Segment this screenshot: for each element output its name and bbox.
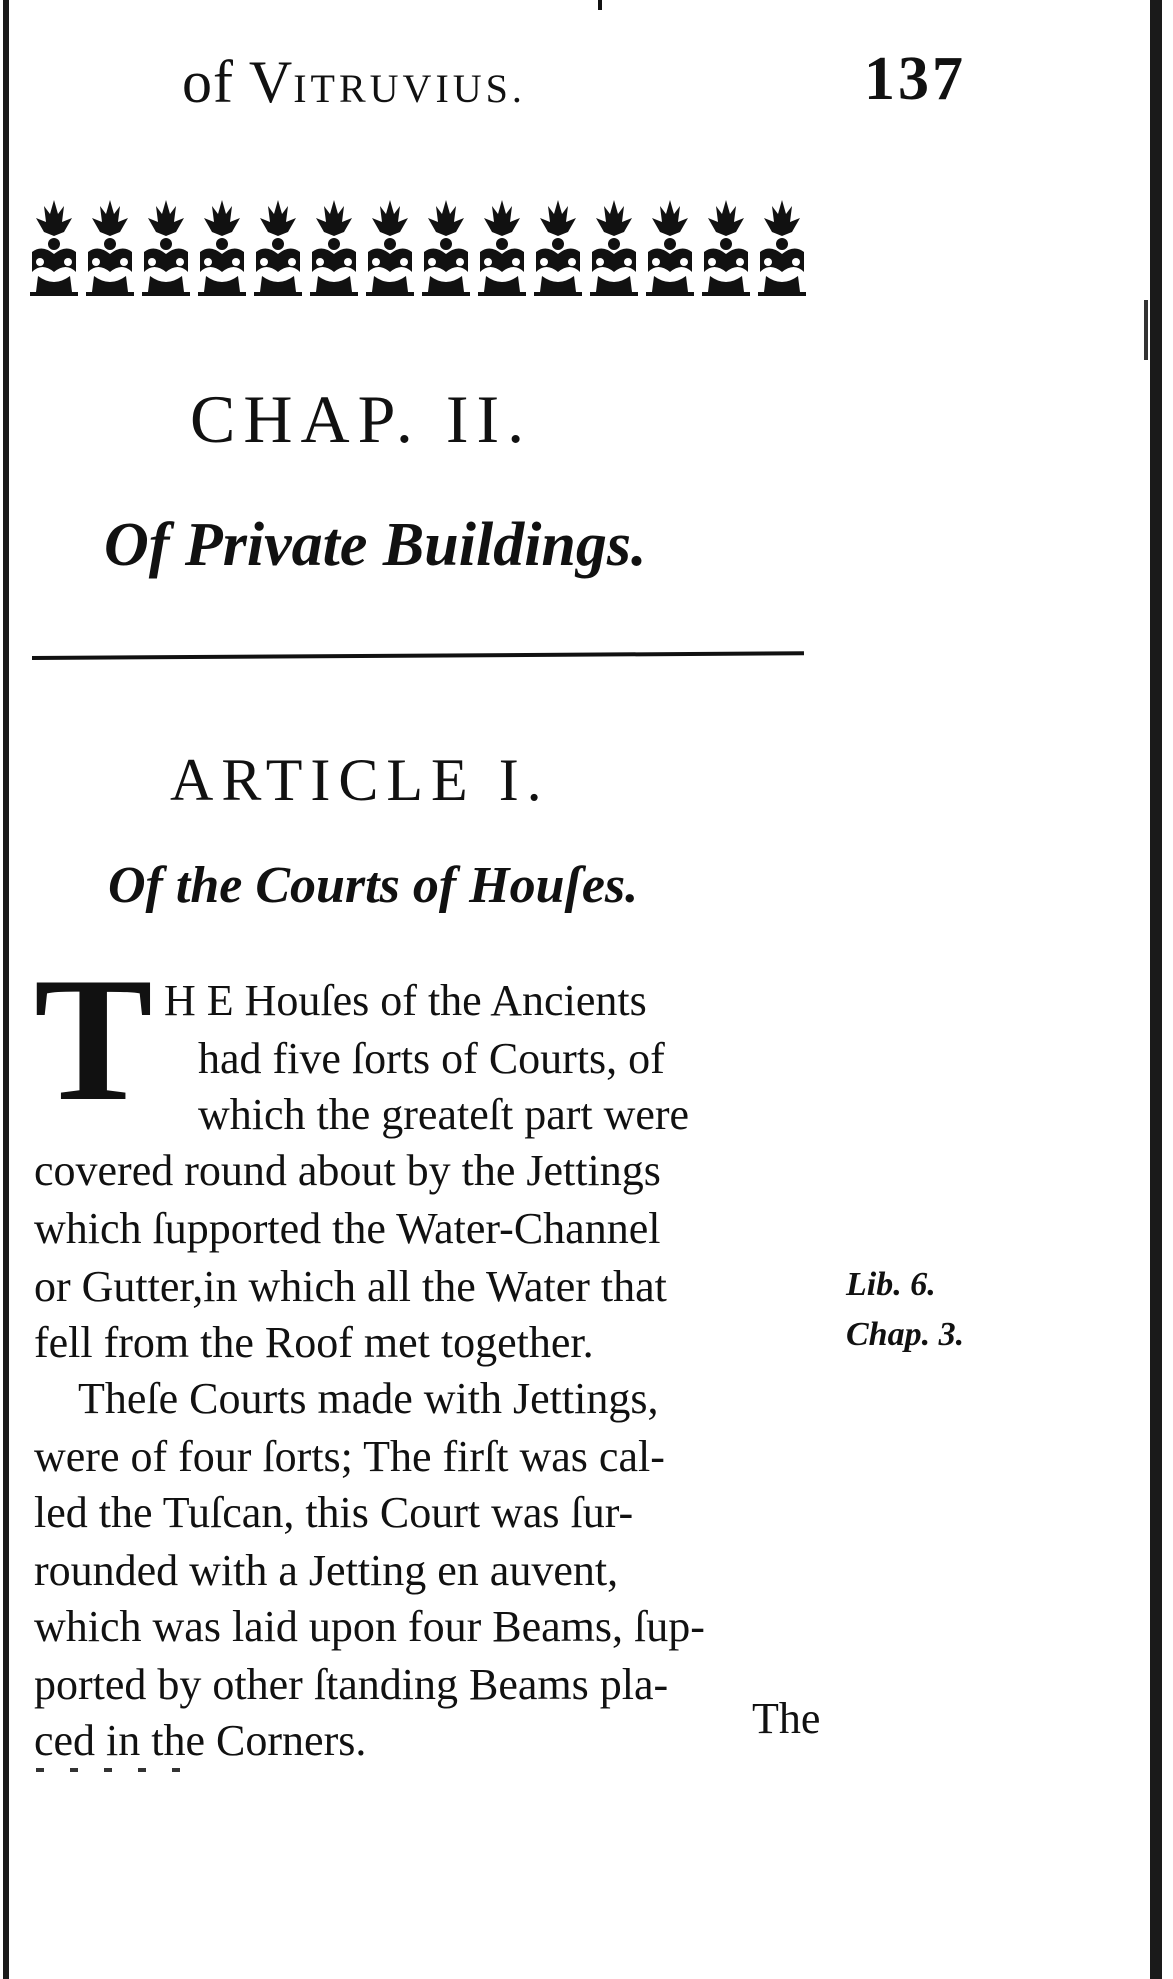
body-line: led the Tuſcan, this Court was ſur-	[34, 1488, 634, 1537]
top-mark	[598, 0, 602, 10]
body-line: which the greateſt part were	[198, 1090, 690, 1139]
body-line: Theſe Courts made with Jettings,	[78, 1374, 659, 1423]
page-edge-right	[1150, 0, 1162, 1979]
body-line: covered round about by the Jettings	[34, 1146, 661, 1195]
running-head-small-caps: ITRUVIUS.	[293, 66, 526, 111]
margin-note-lib: Lib. 6.	[846, 1266, 936, 1303]
ornament-band	[28, 192, 812, 300]
next-line-fragment	[36, 1768, 196, 1772]
catchword: The	[752, 1694, 821, 1743]
body-line: rounded with a Jetting en auvent,	[34, 1546, 619, 1595]
page-edge-left	[3, 0, 9, 1979]
running-head-prefix: of V	[182, 49, 294, 115]
page-number: 137	[864, 45, 966, 113]
page-edge-mark	[1144, 300, 1148, 360]
body-line: which ſupported the Water-Channel	[34, 1204, 661, 1253]
margin-note-chap: Chap. 3.	[846, 1316, 965, 1353]
chapter-title: CHAP. II.	[190, 381, 533, 457]
body-line: were of four ſorts; The firſt was cal-	[34, 1432, 665, 1481]
running-head	[182, 48, 526, 117]
body-line: which was laid upon four Beams, ſup-	[34, 1602, 705, 1651]
body-line: or Gutter,in which all the Water that	[34, 1262, 667, 1311]
drop-cap: T	[34, 940, 153, 1138]
body-line: H E Houſes of the Ancients	[164, 976, 647, 1025]
chapter-subtitle: Of Private Buildings.	[104, 511, 647, 579]
article-title: ARTICLE I.	[170, 747, 550, 813]
article-subtitle: Of the Courts of Houſes.	[108, 857, 639, 914]
body-line: had five ſorts of Courts, of	[198, 1034, 665, 1083]
divider-rule	[32, 651, 804, 660]
body-line: ported by other ſtanding Beams pla-	[34, 1660, 669, 1709]
body-line: ced in the Corners.	[34, 1716, 367, 1765]
body-line: fell from the Roof met together.	[34, 1318, 594, 1367]
